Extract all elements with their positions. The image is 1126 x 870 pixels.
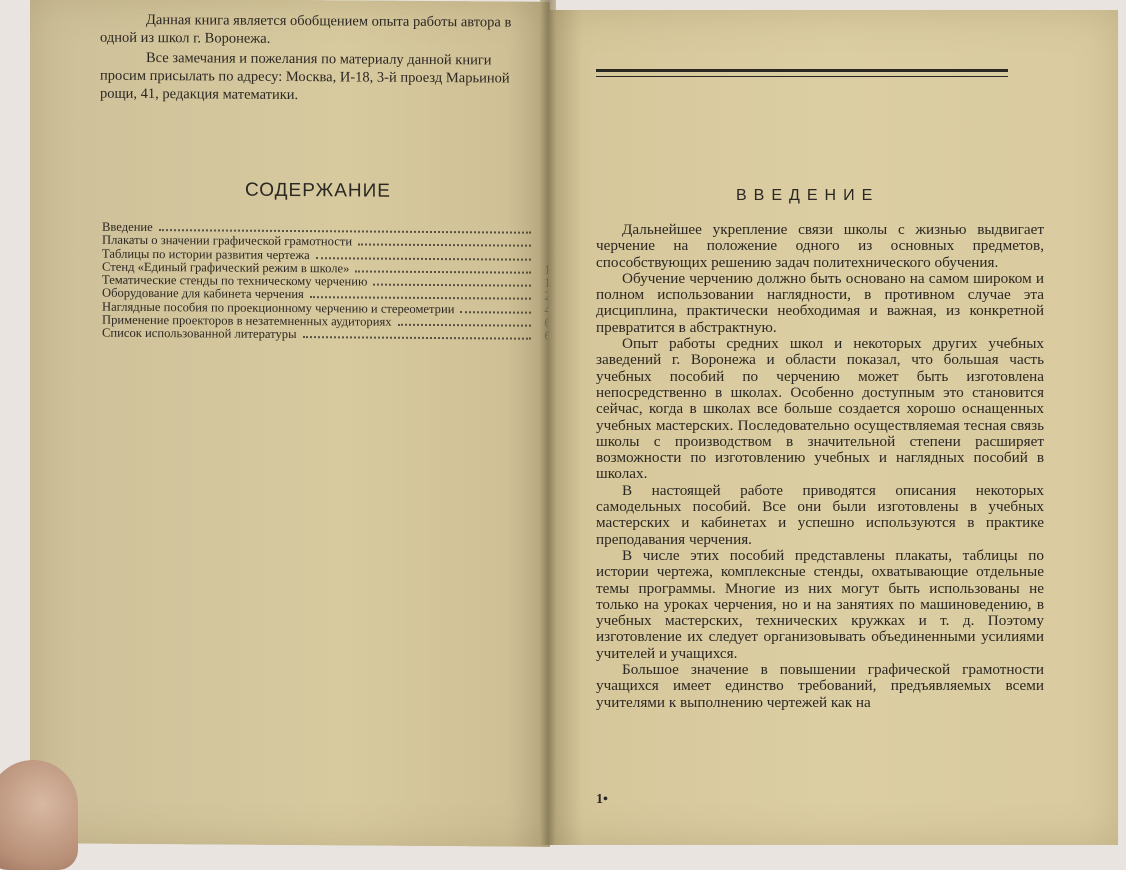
body-paragraph: В числе этих пособий представлены плакаты, таблицы по истории чертежа, комплексные стенды, охватывающие отдельные темы программы. Многие из них могут быть использованы не только на уроках черчения, но и на занятиях по машиноведению, в учебных мастерских, технических кружках и т. д. Поэтому изготовление их следует организовывать объединенными усилиями учителей и учащихся. bbox=[596, 546, 1044, 662]
body-paragraph: Дальнейшее укрепление связи школы с жизнью выдвигает черчение на положение одного из основных предметов, способствующих решению задач политехнического обучения. bbox=[596, 221, 1044, 271]
toc-entry-title: Список использованной литературы bbox=[102, 326, 297, 342]
toc-leader-dots bbox=[460, 311, 531, 313]
toc-entry bbox=[102, 327, 557, 343]
toc-entry-title: Наглядные пособия по проекционному черчению и стереометрии bbox=[102, 299, 455, 316]
author-note: Данная книга является обобщением опыта работы автора в одной из школ г. Воронежа. bbox=[100, 11, 512, 47]
toc-entry-title: Таблицы по истории развития чертежа bbox=[102, 246, 310, 262]
toc-leader-dots bbox=[373, 284, 531, 287]
header-rule bbox=[596, 69, 1008, 77]
toc-leader-dots bbox=[316, 257, 531, 261]
toc-entry-title: Плакаты о значении графической грамотности bbox=[102, 232, 353, 249]
book-gutter bbox=[540, 0, 556, 845]
left-page bbox=[30, 0, 550, 847]
toc-leader-dots bbox=[310, 297, 531, 301]
toc-heading: СОДЕРЖАНИЕ bbox=[245, 179, 391, 202]
signature-mark: 1• bbox=[596, 792, 608, 807]
right-page bbox=[548, 10, 1118, 845]
toc-entry-title: Тематические стенды по техническому черчению bbox=[102, 272, 368, 289]
toc-entry-title: Стенд «Единый графический режим в школе» bbox=[102, 259, 350, 276]
body-paragraph: В настоящей работе приводятся описания некоторых самодельных пособий. Все они были изготовлены в учебных мастерских и кабинетах и успешно используются в практике преподавания черчения. bbox=[596, 481, 1044, 548]
toc-leader-dots bbox=[303, 336, 531, 340]
toc-leader-dots bbox=[398, 324, 531, 327]
toc-leader-dots bbox=[358, 244, 531, 247]
body-text bbox=[596, 222, 1044, 711]
toc-entry-title: Введение bbox=[102, 219, 153, 235]
thumb bbox=[0, 760, 78, 870]
toc-leader-dots bbox=[355, 270, 531, 273]
toc-entry-title: Применение проекторов в незатемненных аудиториях bbox=[102, 312, 392, 329]
address-note: Все замечания и пожелания по материалу данной книги просим присылать по адресу: Москва, И-18, 3-й проезд Марьиной рощи, 41, редакция математики. bbox=[100, 49, 510, 104]
chapter-heading: ВВЕДЕНИЕ bbox=[736, 187, 880, 204]
table-of-contents bbox=[102, 221, 557, 344]
body-paragraph: Обучение черчению должно быть основано на самом широком и полном использовании наглядности, в противном случае эта дисциплина, практически необходимая и важная, из конкретной превратится в абстрактную. bbox=[596, 269, 1044, 336]
toc-entry-title: Оборудование для кабинета черчения bbox=[102, 286, 304, 302]
body-paragraph: Большое значение в повышении графической грамотности учащихся имеет единство требований, предъявляемых всеми учителями к выполнению чертежей как на bbox=[596, 661, 1044, 711]
body-paragraph: Опыт работы средних школ и некоторых других учебных заведений г. Воронежа и области показал, что большая часть учебных пособий по черчению может быть изготовлена непосредственно в школах. Особенно доступным это становится сейчас, когда в школах все больше создается хорошо оснащенных учебных мастерских. Последовательно осуществляемая тесная связь школы с производством в значительной степени расширяет возможности по изготовлению учебных и наглядных пособий в школах. bbox=[596, 335, 1044, 483]
